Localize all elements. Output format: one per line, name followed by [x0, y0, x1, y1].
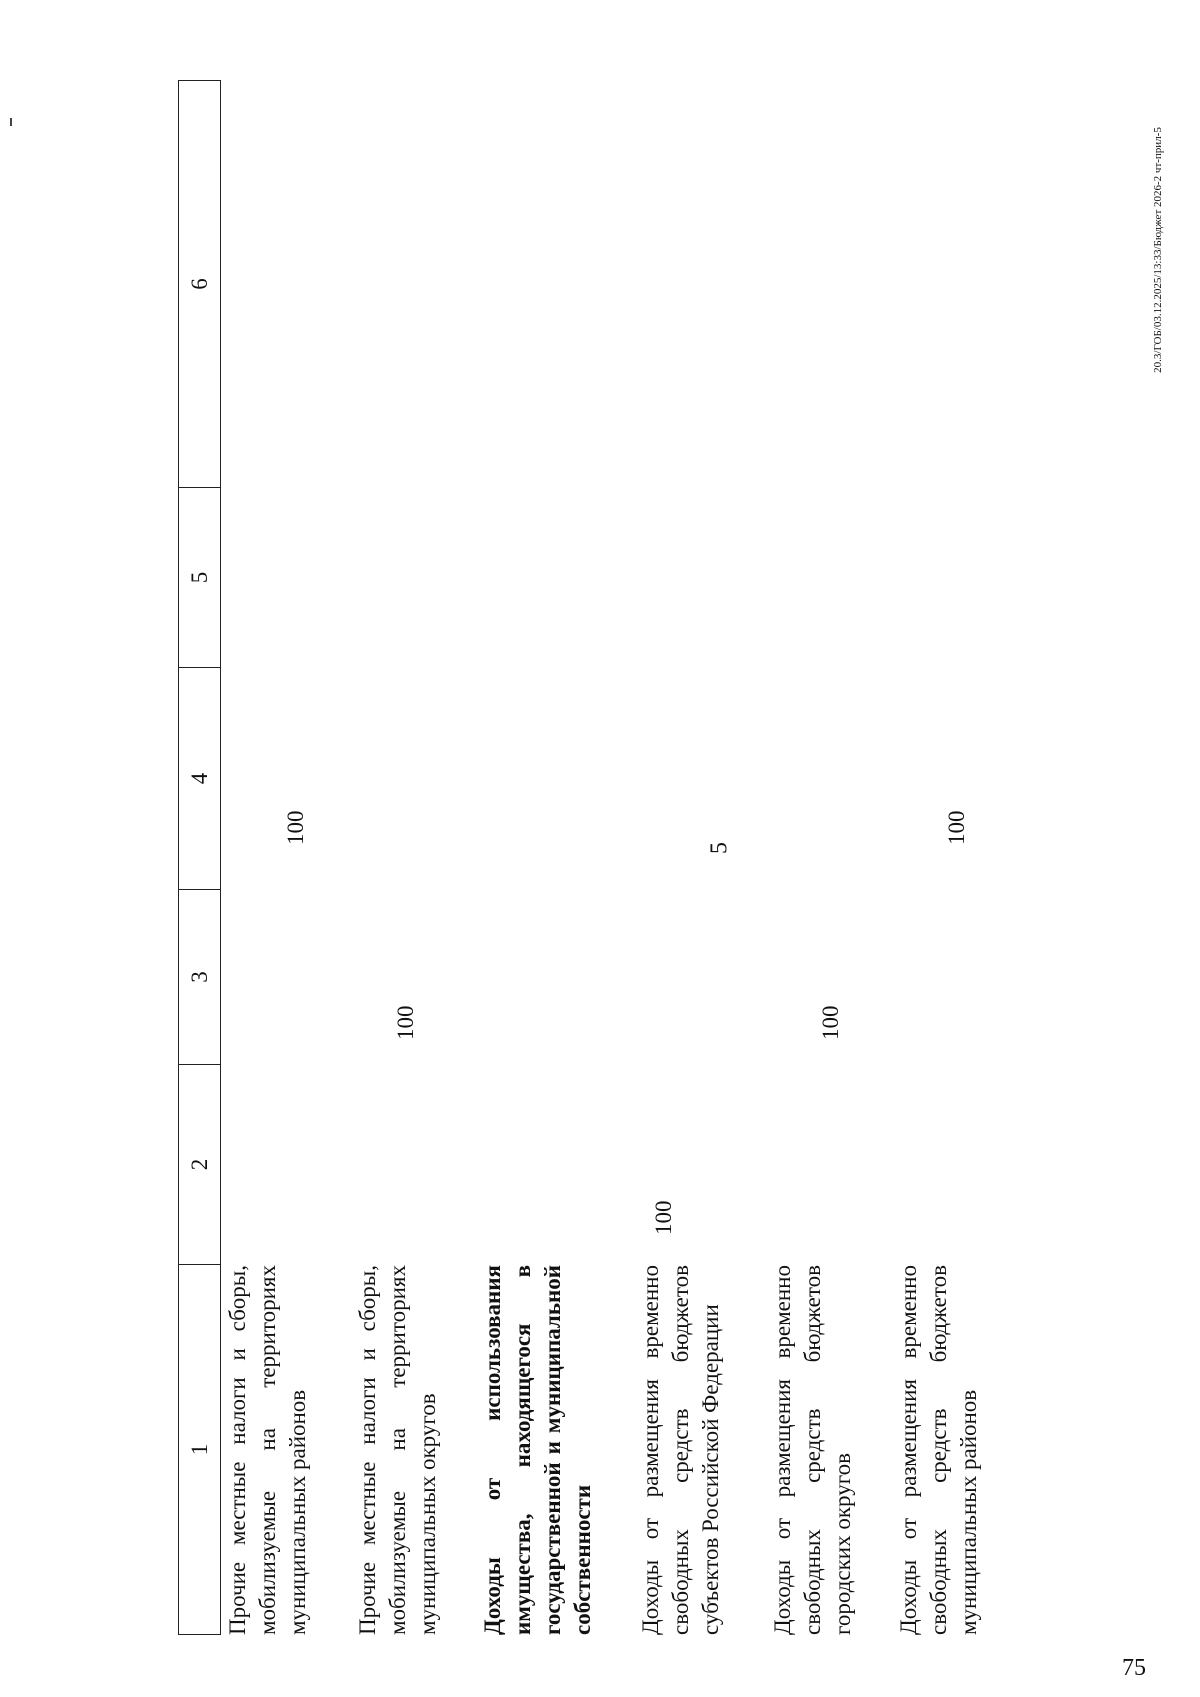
row-value: 100 — [393, 1005, 418, 1040]
row-label: Доходы от размещения временно свободных средств бюджетов субъектов Российской Федерации — [638, 1265, 723, 1635]
document-stamp: 20.3/ГОБ/03.12.2025/13:33/Бюджет 2026-2 чт-прил-5 — [1152, 127, 1164, 373]
table-header — [178, 80, 221, 1635]
row-label: Прочие местные налоги и сборы, мобилизуемые на территориях муниципальных районов — [225, 1265, 310, 1635]
page-number: 75 — [1122, 1655, 1146, 1681]
row-value: 100 — [651, 1200, 676, 1235]
rotated-table — [178, 80, 1003, 1635]
row-value: 100 — [944, 810, 969, 845]
row-value: 100 — [818, 1005, 843, 1040]
header-col-2: 2 — [179, 1064, 220, 1264]
header-col-5: 5 — [179, 487, 220, 667]
row-label: Доходы от использования имущества, находящегося в государственной и муниципальной собственности — [480, 1265, 595, 1635]
header-col-1: 1 — [179, 1264, 220, 1634]
scan-speck — [10, 118, 12, 126]
header-col-6: 6 — [179, 80, 220, 487]
row-label: Прочие местные налоги и сборы, мобилизуемые на территориях муниципальных округов — [355, 1265, 440, 1635]
row-label: Доходы от размещения временно свободных средств бюджетов муниципальных районов — [896, 1265, 981, 1635]
row-value: 100 — [283, 810, 308, 845]
header-col-4: 4 — [179, 667, 220, 889]
row-label: Доходы от размещения временно свободных средств бюджетов городских округов — [770, 1265, 855, 1635]
header-col-3: 3 — [179, 889, 220, 1064]
sheet-number: 5 — [706, 842, 733, 854]
